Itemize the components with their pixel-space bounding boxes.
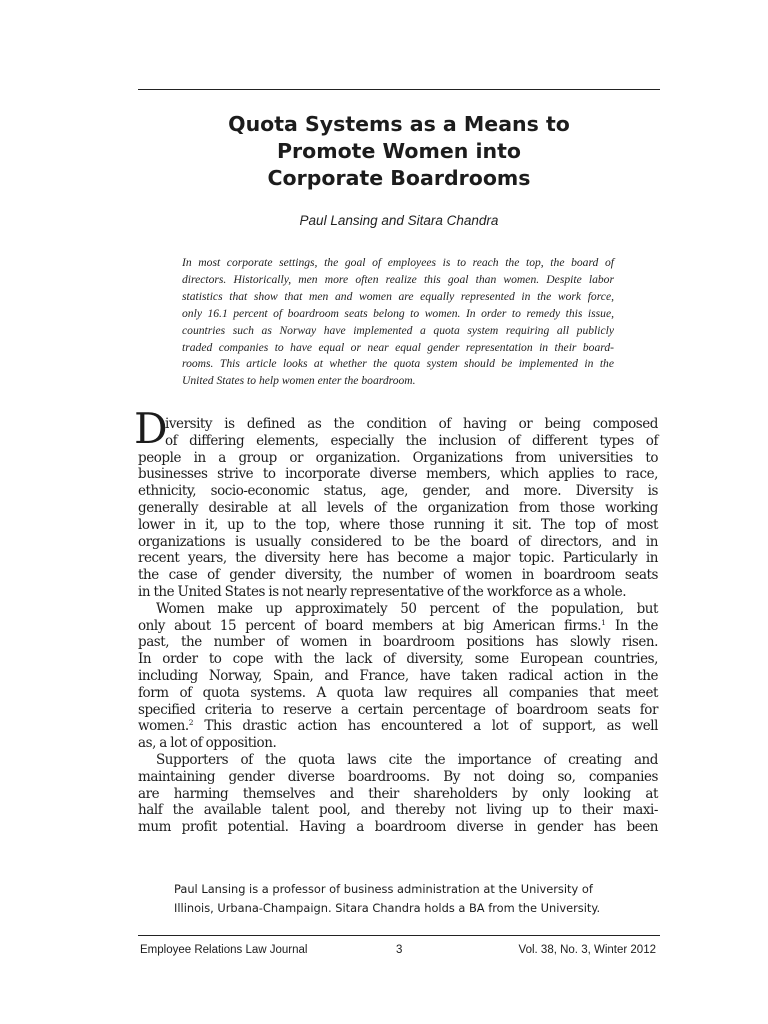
author-note xyxy=(174,880,644,917)
abstract-line: only 16.1 percent of boardroom seats belong to women. In order to remedy this issue, xyxy=(182,306,614,320)
body-line: including Norway, Spain, and France, have taken radical action in the xyxy=(138,667,658,684)
body-line: Women make up approximately 50 percent of the population, but xyxy=(156,600,658,617)
title-line: Promote Women into xyxy=(277,139,521,163)
body-line: half the available talent pool, and thereby not living up to their maxi- xyxy=(138,802,658,819)
body-line: are harming themselves and their shareholders by only looking at xyxy=(138,785,658,802)
body-line: of differing elements, especially the inclusion of different types of xyxy=(165,432,658,449)
author-note-line: Illinois, Urbana-Champaign. Sitara Chandra holds a BA from the University. xyxy=(174,900,601,915)
body-line: the case of gender diversity, the number of women in boardroom seats xyxy=(138,567,658,584)
abstract-line: traded companies to have equal or near equal gender representation in their board- xyxy=(182,340,614,354)
footnote-ref: 1 xyxy=(601,617,606,627)
body-line: specified criteria to reserve a certain percentage of boardroom seats for xyxy=(138,701,658,718)
body-line: maintaining gender diverse boardrooms. By not doing so, companies xyxy=(138,768,658,785)
body-line: form of quota systems. A quota law requires all companies that meet xyxy=(138,684,658,701)
abstract-line: United States to help women enter the boardroom. xyxy=(182,374,416,388)
author-note-line: Paul Lansing is a professor of business administration at the University of xyxy=(174,882,593,896)
journal-name: Employee Relations Law Journal xyxy=(140,944,308,956)
page-footer xyxy=(138,942,660,958)
body-line: iversity is defined as the condition of having or being composed xyxy=(165,416,658,432)
body-line-text: only about 15 percent of board members at big American firms. xyxy=(138,617,602,634)
body-line: lower in it, up to the top, where those running it sit. The top of most xyxy=(138,516,658,533)
body-line: Supporters of the quota laws cite the importance of creating and xyxy=(156,751,658,768)
article-title xyxy=(138,111,660,192)
body-line xyxy=(138,718,658,735)
body-line-text: This drastic action has encountered a lot of support, as well xyxy=(193,718,658,735)
abstract-line: directors. Historically, men more often realize this goal than women. Despite labor xyxy=(182,272,614,286)
drop-cap: D xyxy=(134,404,168,453)
title-line: Quota Systems as a Means to xyxy=(228,112,570,136)
abstract-line: statistics that show that men and women are equally represented in the work force, xyxy=(182,289,614,303)
body-line: recent years, the diversity here has become a major topic. Particularly in xyxy=(138,550,658,567)
page-number: 3 xyxy=(396,944,403,956)
body-line: as, a lot of opposition. xyxy=(138,735,277,752)
footnote-ref: 2 xyxy=(188,718,194,728)
body-line xyxy=(138,618,658,635)
body-line: in the United States is not nearly representative of the workforce as a whole. xyxy=(138,583,627,600)
body-line: generally desirable at all levels of the organization from those working xyxy=(138,499,658,516)
body-line-text: women. xyxy=(138,718,189,735)
top-rule xyxy=(138,89,660,90)
body-line: businesses strive to incorporate diverse members, which applies to race, xyxy=(138,466,658,483)
abstract-line: In most corporate settings, the goal of employees is to reach the top, the board of xyxy=(182,256,614,269)
volume-info: Vol. 38, No. 3, Winter 2012 xyxy=(518,944,656,956)
body-line: ethnicity, socio-economic status, age, gender, and more. Diversity is xyxy=(138,483,658,500)
article-body xyxy=(138,416,658,836)
body-line: mum profit potential. Having a boardroom diverse in gender has been xyxy=(138,819,658,836)
title-line: Corporate Boardrooms xyxy=(267,166,531,190)
body-line: past, the number of women in boardroom positions has slowly risen. xyxy=(138,634,658,651)
body-line: organizations is usually considered to be the board of directors, and in xyxy=(138,533,658,550)
article-abstract xyxy=(182,255,614,390)
body-line: people in a group or organization. Organizations from universities to xyxy=(138,449,658,466)
bottom-rule xyxy=(138,935,660,936)
body-line: In order to cope with the lack of diversity, some European countries, xyxy=(138,651,658,668)
abstract-line: rooms. This article looks at whether the quota system should be implemented in the xyxy=(182,357,614,371)
article-authors: Paul Lansing and Sitara Chandra xyxy=(299,213,499,228)
body-line-text: In the xyxy=(605,617,658,634)
abstract-line: countries such as Norway have implemented a quota system requiring all publicly xyxy=(182,323,614,337)
